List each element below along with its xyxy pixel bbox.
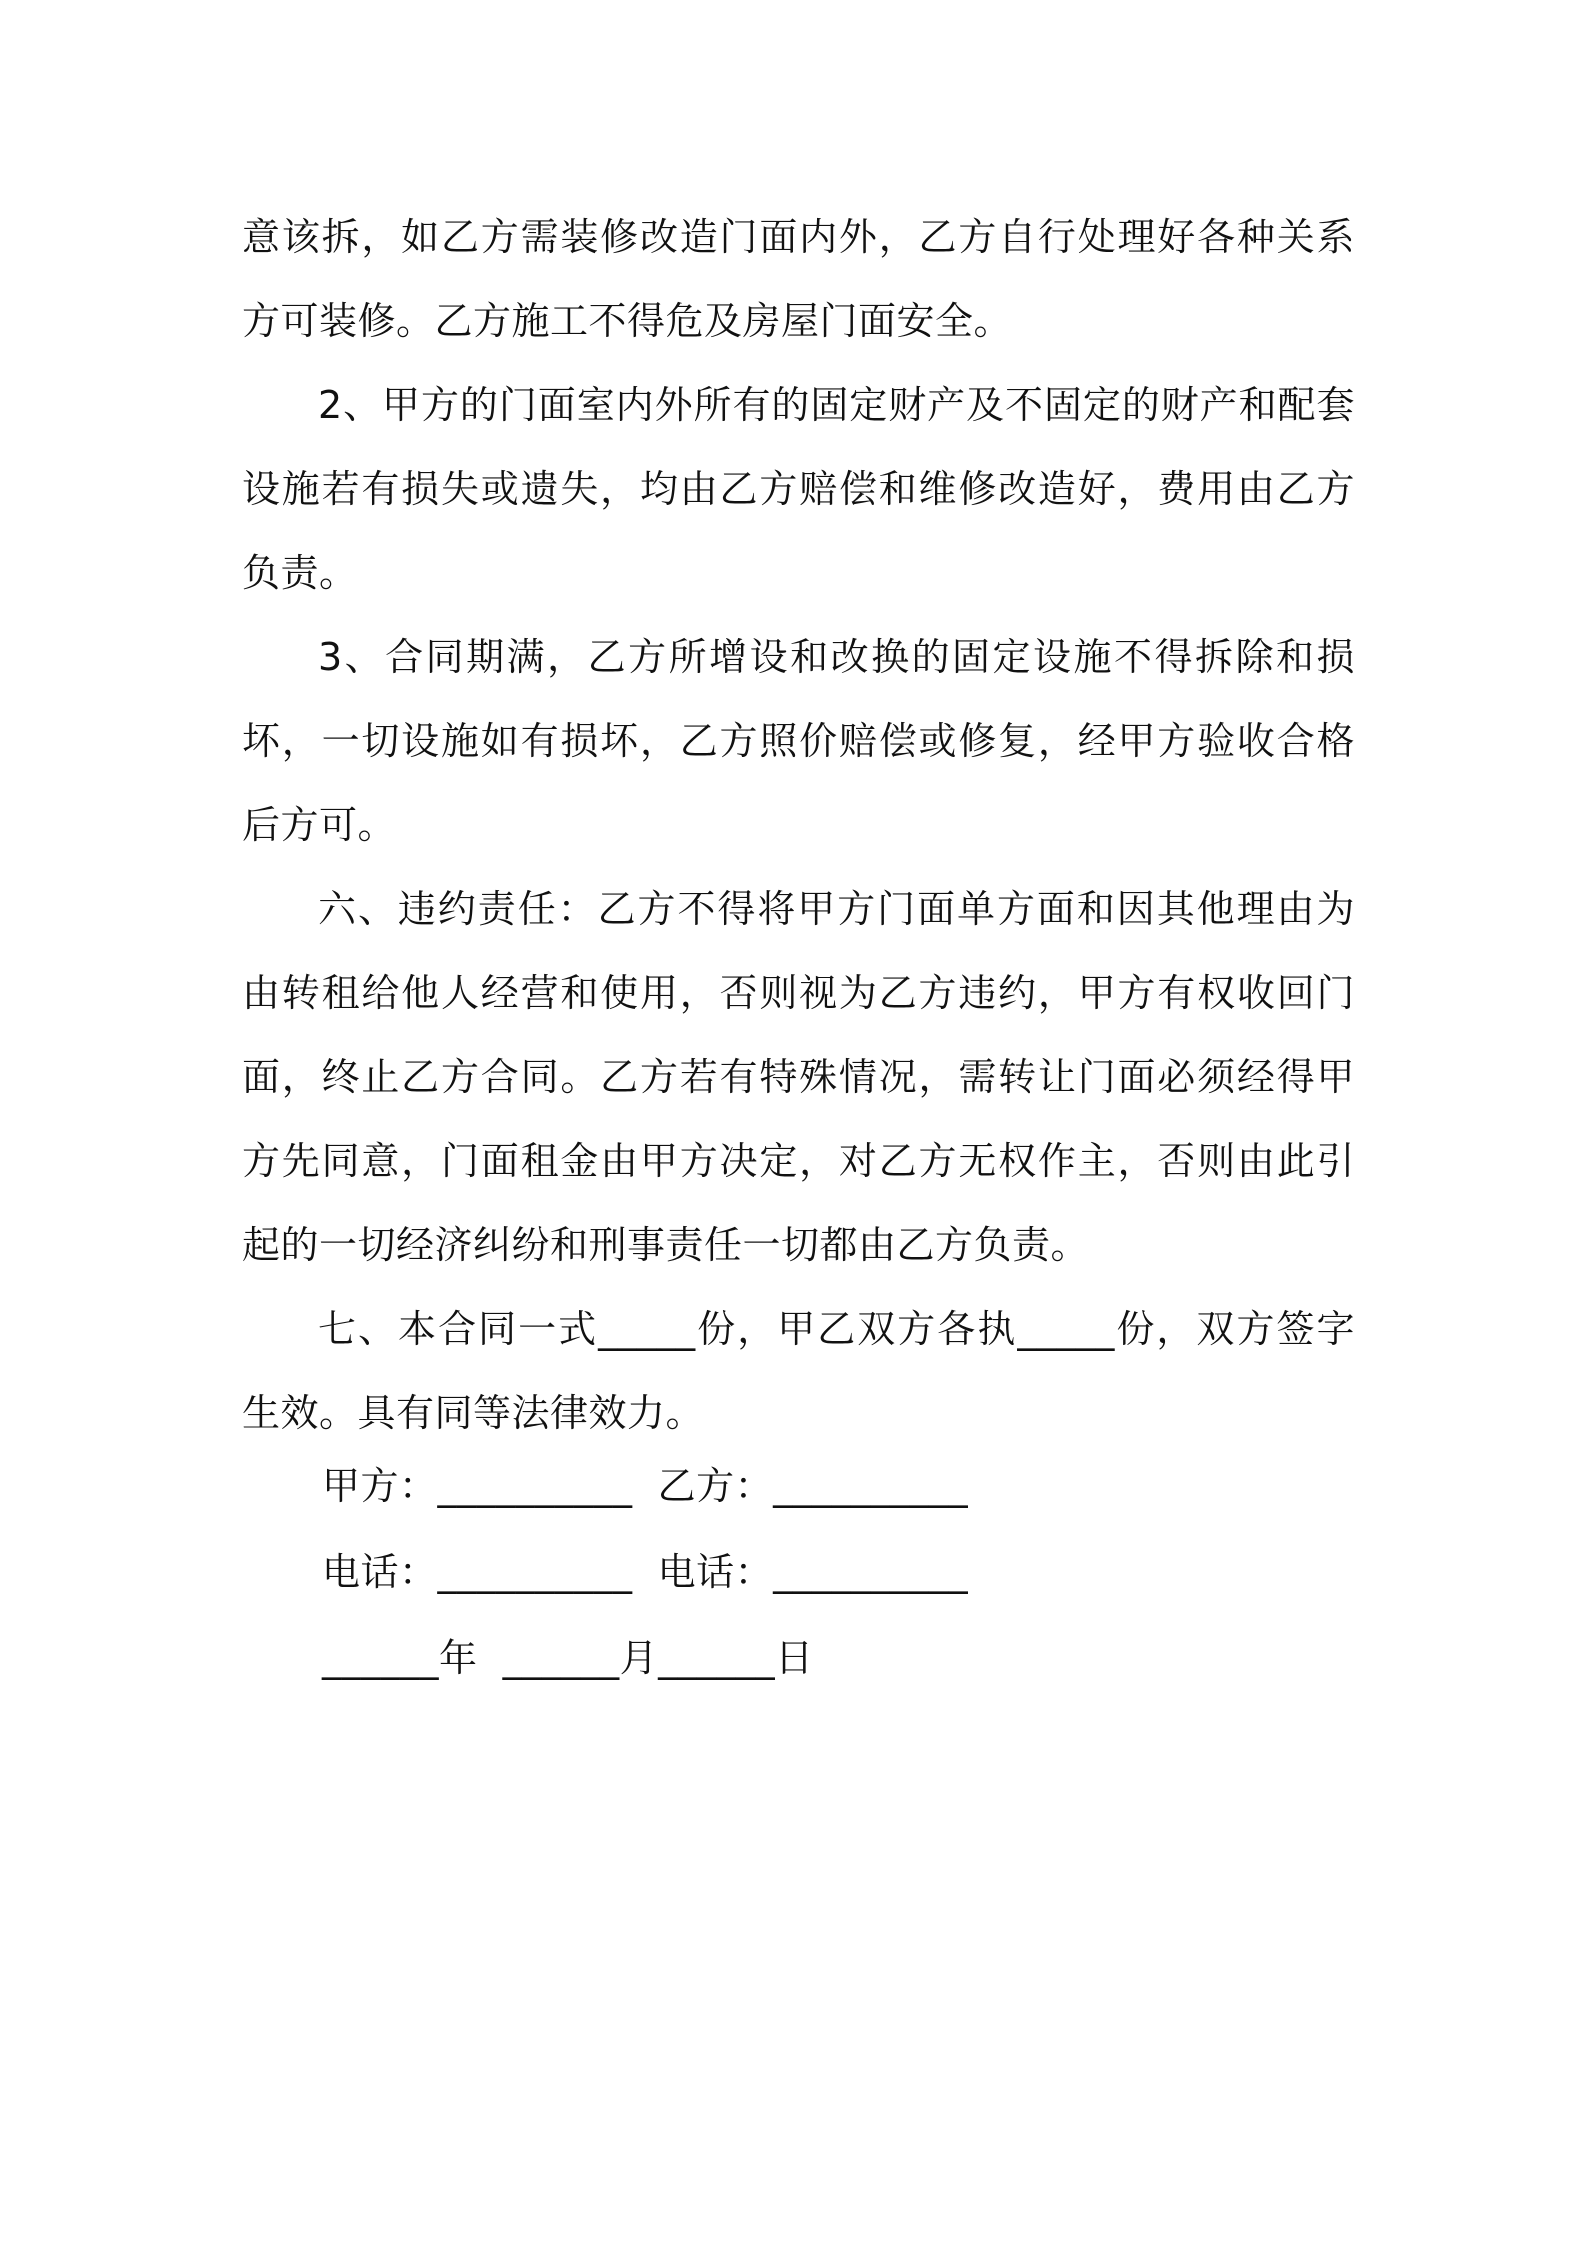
signature-block [322,1443,1222,1701]
contract-body [242,195,1355,1455]
paragraph-continuation: 意该拆，如乙方需装修改造门面内外，乙方自行处理好各种关系方可装修。乙方施工不得危及房屋门面安全。 [242,215,1355,343]
phone-row: 电话：__________ 电话：__________ [322,1550,969,1594]
paragraph-breach-liability: 六、违约责任：乙方不得将甲方门面单方面和因其他理由为由转租给他人经营和使用，否则视为乙方违约，甲方有权收回门面，终止乙方合同。乙方若有特殊情况，需转让门面必须经得甲方先同意，门面租金由甲方决定，对乙方无权作主，否则由此引起的一切经济纠纷和刑事责任一切都由乙方负责。 [242,887,1355,1267]
paragraph-clause-3: 3、合同期满，乙方所增设和改换的固定设施不得拆除和损坏，一切设施如有损坏，乙方照价赔偿或修复，经甲方验收合格后方可。 [242,635,1355,847]
paragraph-clause-2: 2、甲方的门面室内外所有的固定财产及不固定的财产和配套设施若有损失或遗失，均由乙方赔偿和维修改造好，费用由乙方负责。 [242,383,1355,595]
paragraph-copies: 七、本合同一式_____份，甲乙双方各执_____份，双方签字生效。具有同等法律效力。 [242,1307,1355,1435]
party-signature-row: 甲方：__________ 乙方：__________ [322,1464,969,1508]
date-row: ______年 ______月______日 [322,1636,814,1680]
